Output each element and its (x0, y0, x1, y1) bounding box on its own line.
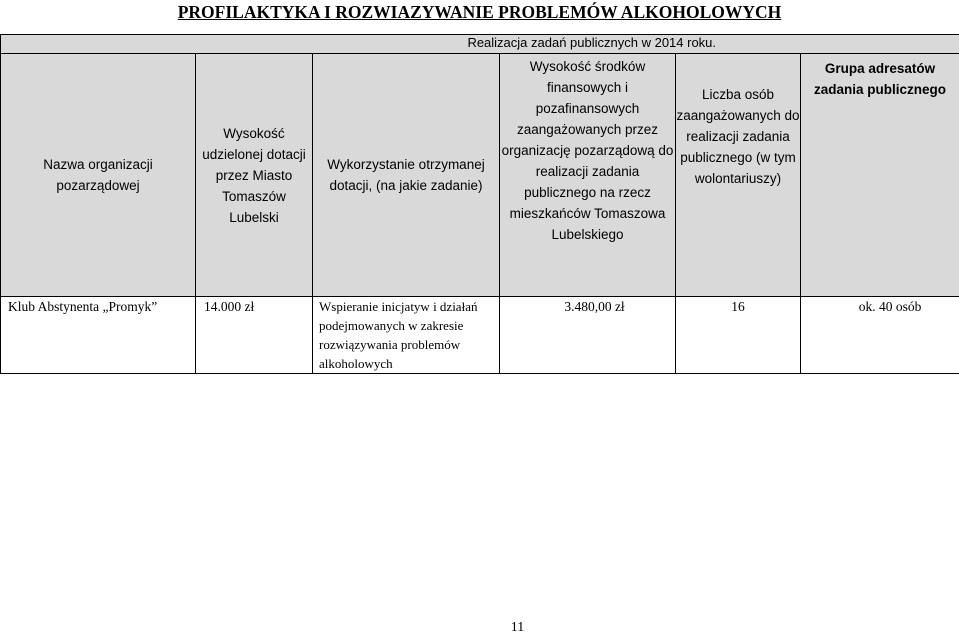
header-grant-usage: Wykorzystanie otrzymanej dotacji, (na jakie zadanie) (313, 54, 500, 297)
cell-organization: Klub Abstynenta „Promyk” (1, 297, 196, 374)
document-title: PROFILAKTYKA I ROZWIAZYWANIE PROBLEMÓW ALKOHOLOWYCH (177, 2, 782, 22)
table-subtitle-row (1, 35, 959, 54)
table-header-row (1, 54, 959, 297)
header-people-count: Liczba osób zaangażowanych do realizacji zadania publicznego (w tym wolontariuszy) (676, 54, 801, 297)
cell-own-funds: 3.480,00 zł (500, 297, 676, 374)
cell-recipients: ok. 40 osób (801, 297, 959, 374)
cell-people: 16 (676, 297, 801, 374)
cell-usage: Wspieranie inicjatyw i działań podejmowanych w zakresie rozwiązywania problemów alkoholowych (313, 297, 500, 374)
grants-table (0, 34, 959, 374)
header-recipients: Grupa adresatów zadania publicznego (801, 54, 959, 297)
page-number: 11 (510, 620, 525, 635)
cell-grant: 14.000 zł (196, 297, 313, 374)
table-subtitle: Realizacja zadań publicznych w 2014 roku. (467, 35, 717, 50)
header-own-funds: Wysokość środków finansowych i pozafinansowych zaangażowanych przez organizację pozarządową do realizacji zadania publicznego na rzecz mieszkańców Tomaszowa Lubelskiego (500, 54, 676, 297)
table-subtitle-cell (1, 35, 959, 54)
header-organization-name: Nazwa organizacji pozarządowej (1, 54, 196, 297)
header-grant-amount: Wysokość udzielonej dotacji przez Miasto Tomaszów Lubelski (196, 54, 313, 297)
table-row (1, 297, 959, 374)
